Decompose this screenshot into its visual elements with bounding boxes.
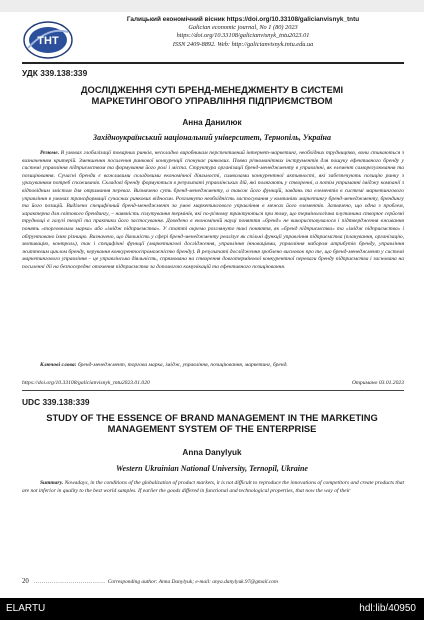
svg-text:ТНТ: ТНТ	[37, 35, 59, 47]
page-footer	[22, 578, 404, 585]
journal-title-line: Галицький економічний вісник https://doi.org/10.33108/galicianvisnyk_tntu	[126, 16, 360, 23]
header-rule	[22, 62, 404, 64]
university-logo-icon	[22, 18, 74, 62]
affiliation-en: Western Ukrainian National University, Ternopil, Ukraine	[116, 464, 308, 473]
udk-code: УДК 339.138:339	[22, 68, 88, 78]
abstract-label-ua: Резюме.	[40, 150, 60, 156]
section-divider	[22, 390, 404, 391]
author-name-en: Anna Danylyuk	[182, 448, 242, 457]
corresponding-author: Corresponding author: Anna Danylyuk; e-mail: anya.danylyuk.97@gmail.com	[107, 579, 278, 585]
udc-code: UDC 339.138:339	[22, 397, 90, 407]
page-number: 20	[22, 578, 29, 585]
author-name-ua: Анна Данилюк	[182, 118, 242, 127]
abstract-text-en: Nowadays, in the conditions of the globalization of product markets, it is not difficult to reproduce the innovations of competitors and create products that are not inferior in quality to the best world samples. If earlier the goods differed in functional and technological properties, that now the way of their	[22, 480, 404, 494]
handle-id: hdl:lib/40950	[359, 603, 416, 614]
doi-row	[22, 380, 404, 386]
journal-issn-line: ISSN 2409-8892. Web: http://galicianvisnyk.tntu.edu.ua	[172, 40, 314, 48]
affiliation-ua: Західноукраїнський національний університет, Тернопіль, Україна	[93, 133, 331, 142]
abstract-en	[22, 480, 404, 495]
keywords-label-ua: Ключові слова:	[40, 362, 77, 368]
article-title-ua: ДОСЛІДЖЕННЯ СУТІ БРЕНД-МЕНЕДЖМЕНТУ В СИСТЕМІ МАРКЕТИНГОВОГО УПРАВЛІННЯ ПІДПРИЄМСТВОМ	[80, 84, 344, 107]
viewer-status-bar	[0, 598, 424, 620]
received-date: Отримано 03.01.2023	[351, 380, 404, 386]
abstract-ua	[22, 150, 404, 362]
article-doi-link[interactable]: https://doi.org/10.33108/galicianvisnyk_tntu2023.01.020	[22, 380, 150, 386]
keywords-text-ua: бренд-менеджмент, торгова марка, імідж, управління, позиціювання, маркетинг, бренд.	[77, 362, 288, 368]
footer-leader: .....................................	[34, 579, 107, 585]
repository-name: ELARTU	[6, 603, 46, 614]
abstract-text-ua: В умовах глобалізації товарних ринків, нескладно виробникам перспективний інтернет-маркетинг, необхідних трудництво, вони стикаються з визначенням критерій. Зменшення посилення ринкової конкуренції спонукає ринкових. Поява різноманітних інструментів для пошуку ефективного бренду у системі управління підприємством та формування його ролі і міста. Структура організації бренд-менеджменту в управлінні, як елемент саморегулювання та позиціювання. Сучасні бренди є важливими складовими економічної діяльності, символами конкурентної активності, які забезпечують позицію ринку з урахуванням потреб споживачів. Складові бренду формуються в результаті управлінських дій, які полягають у створенні, а потім утриманні іміджу компанії з відповідним змістом для отримання переваг. Визначено суть бренд-менеджменту, а також його функцій, завдань та елементів в системі маркетингового управління в умовах трансформації сучасних ринкових відносин. Розглянуто необхідність застосування у компаніях маркетингу бренд-менеджменту, брендингу та його позицій. Виділено специфічний бренд-менеджмент за умов маркетингового управління в межах його елементів. Зазначено, що одна з проблем, характерна для світового брендингу, – наявність сплутування термінів, які по-різному трактуються при тому, що термінологічна плутанина створює серйозні труднощі в галузі теорії та практики його застосування. Доведено в економічній науці поняття «бренд» не використовувалося і підтвердження вживання понять «торговельна марка» або «імідж підприємства». У статті окремо розглянуто такі поняття, як «бренд підприємства» та «імідж підприємства» і обґрунтовано їхню різницю. Визначено, що діяльність у сфері бренд-менеджменту реалізує як спільні функції управління підприємства (планування, організацію, мотивацію, контроль), так і специфічні функції (маркетингові дослідження, управління інноваціями, управління набором атрибутів бренду, управління життєвим циклом бренду, керування конкурентоспроможністю бренду). В результаті дослідження зроблено висновок про те, що бренд-менеджмент у системі маркетингового управління – це управлінська діяльність, спрямована на створення довготермінової конкурентної переваги бренду підприємства і заснована на посиленні дії на безпосереднє оточення підприємства за допомогою комунікацій та ефективного позиціювання.	[22, 150, 404, 270]
journal-issue-line: Galician economic journal, No 1 (80) 2023	[188, 24, 298, 32]
abstract-label-en: Summary.	[40, 480, 64, 486]
article-title-en: STUDY OF THE ESSENCE OF BRAND MANAGEMENT IN THE MARKETING MANAGEMENT SYSTEM OF THE ENTERPRISE	[46, 412, 378, 435]
keywords-ua	[22, 362, 404, 370]
journal-header-text	[82, 16, 404, 49]
top-band	[0, 0, 424, 12]
journal-doi-line: https://doi.org/10.33108/galicianvisnyk_tntu2023.01	[176, 32, 310, 40]
